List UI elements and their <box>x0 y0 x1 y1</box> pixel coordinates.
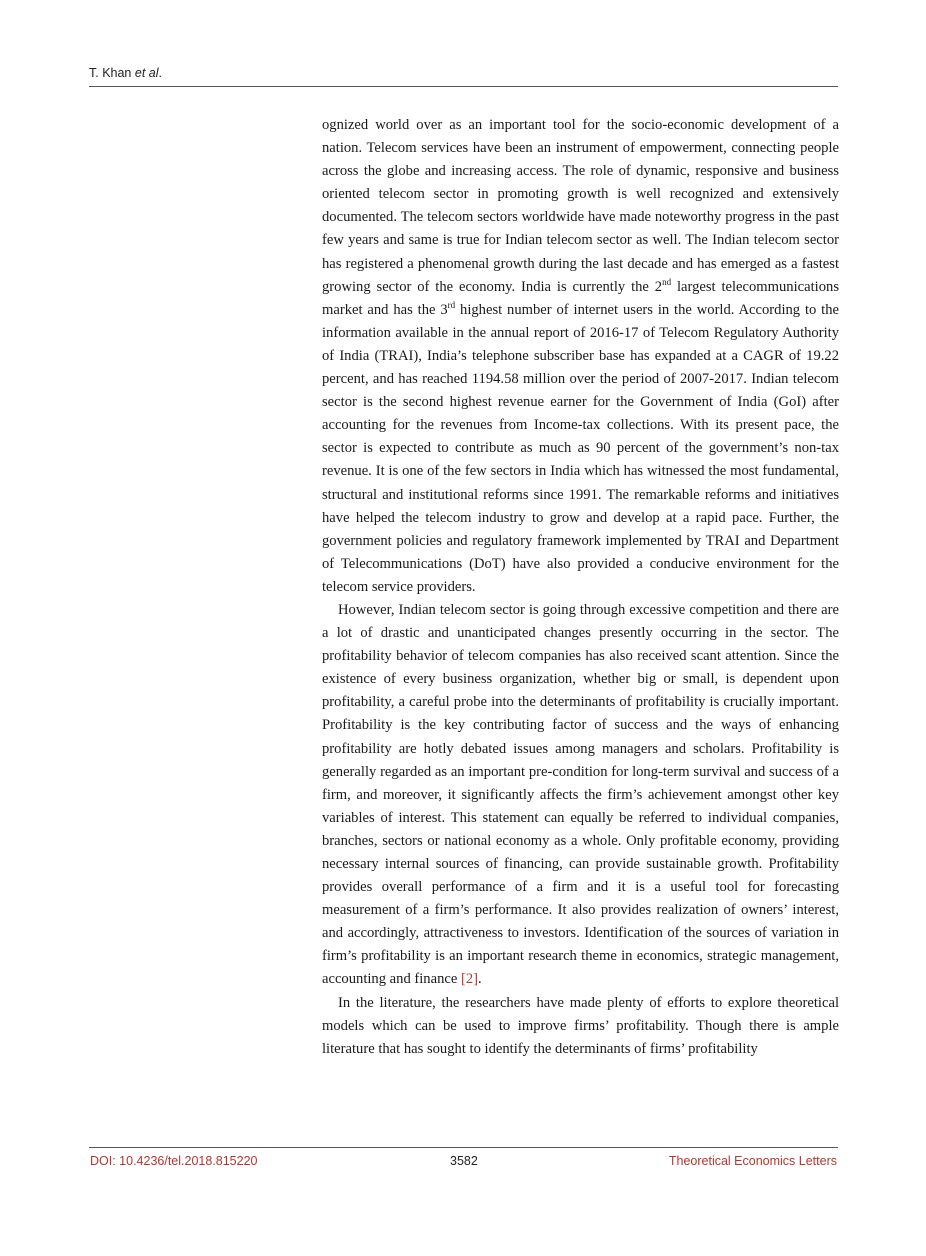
footer-divider <box>89 1147 838 1148</box>
paragraph-3-text: In the literature, the researchers have made plenty of efforts to explore theoretical models which can be used to improve firms’ profitability. Though there is ample literature that has sought to identify the determinants of firms’ profitability <box>322 994 839 1057</box>
paragraph-1-part-c: highest number of internet users in the world. According to the information available in the annual report of 2016-17 of Telecom Regulatory Authority of India (TRAI), India’s telephone subscriber base has expanded at a CAGR of 19.22 percent, and has reached 1194.58 million over the period of 2007-2017. Indian telecom sector is the second highest revenue earner for the Government of India (GoI) after accounting for the revenues from Income-tax collections. With its present pace, the sector is expected to contribute as much as 90 percent of the government’s non-tax revenue. It is one of the few sectors in India which has witnessed the most fundamental, structural and institutional reforms since 1991. The remarkable reforms and initiatives have helped the telecom industry to grow and develop at a rapid pace. Further, the government policies and regulatory framework implemented by TRAI and Department of Telecommunications (DoT) have also provided a conducive environment for the telecom service providers. <box>322 301 840 595</box>
page-number: 3582 <box>450 1154 478 1168</box>
citation-link[interactable]: [2] <box>460 971 479 988</box>
header-author: T. Khan <box>89 66 135 80</box>
paragraph-1-part-a: ognized world over as an important tool for the socio-economic development of a nation. Telecom services have been an instrument of empowerment, connecting people across the globe and increasing access. The role of dynamic, responsive and business oriented telecom sector in promoting growth is well recognized and extensively documented. The telecom sectors worldwide have made noteworthy progress in the past few years and same is true for Indian telecom sector as well. The Indian telecom sector has registered a phenomenal growth during the last decade and has emerged as a fastest growing sector of the economy. India is currently the 2 <box>322 117 839 295</box>
paragraph-1-part-b: largest telecommunications market and has the 3 <box>322 278 839 318</box>
paragraph-3 <box>322 992 839 1061</box>
footer-doi-link[interactable]: DOI: 10.4236/tel.2018.815220 <box>90 1154 258 1168</box>
ordinal-nd: nd <box>662 276 672 287</box>
ordinal-rd: rd <box>447 299 456 310</box>
paragraph-2-end: . <box>478 971 482 988</box>
running-header <box>89 66 838 87</box>
page-footer <box>89 1154 838 1172</box>
paragraph-2-text: However, Indian telecom sector is going through excessive competition and there are a lot of drastic and unanticipated changes presently occurring in the sector. The profitability behavior of telecom companies has also received scant attention. Since the existence of every business organization, whether big or small, is dependent upon profitability, a careful probe into the determinants of profitability is crucially important. Profitability is the key contributing factor of success and the ways of enhancing profitability are hotly debated issues among managers and scholars. Profitability is generally regarded as an important pre-condition for long-term survival and success of a firm, and moreover, it significantly affects the firm’s achievement amongst other key variables of interest. This statement can equally be referred to individual companies, branches, sectors or national economy as a whole. Only profitable economy, providing necessary internal sources of financing, can provide sustainable growth. Profitability provides overall performance of a firm and it is a useful tool for forecasting measurement of a firm’s performance. It also provides realization of owners’ interest, and accordingly, attractiveness to investors. Identification of the sources of variation in firm’s profitability is an important research theme in economics, strategic management, accounting and finance <box>322 601 839 988</box>
paragraph-1 <box>322 114 839 599</box>
paragraph-2 <box>322 599 839 992</box>
header-period: . <box>158 66 162 80</box>
footer-journal-link[interactable]: Theoretical Economics Letters <box>668 1154 837 1168</box>
header-author-suffix: et al <box>134 66 159 80</box>
body-text <box>322 114 839 1061</box>
